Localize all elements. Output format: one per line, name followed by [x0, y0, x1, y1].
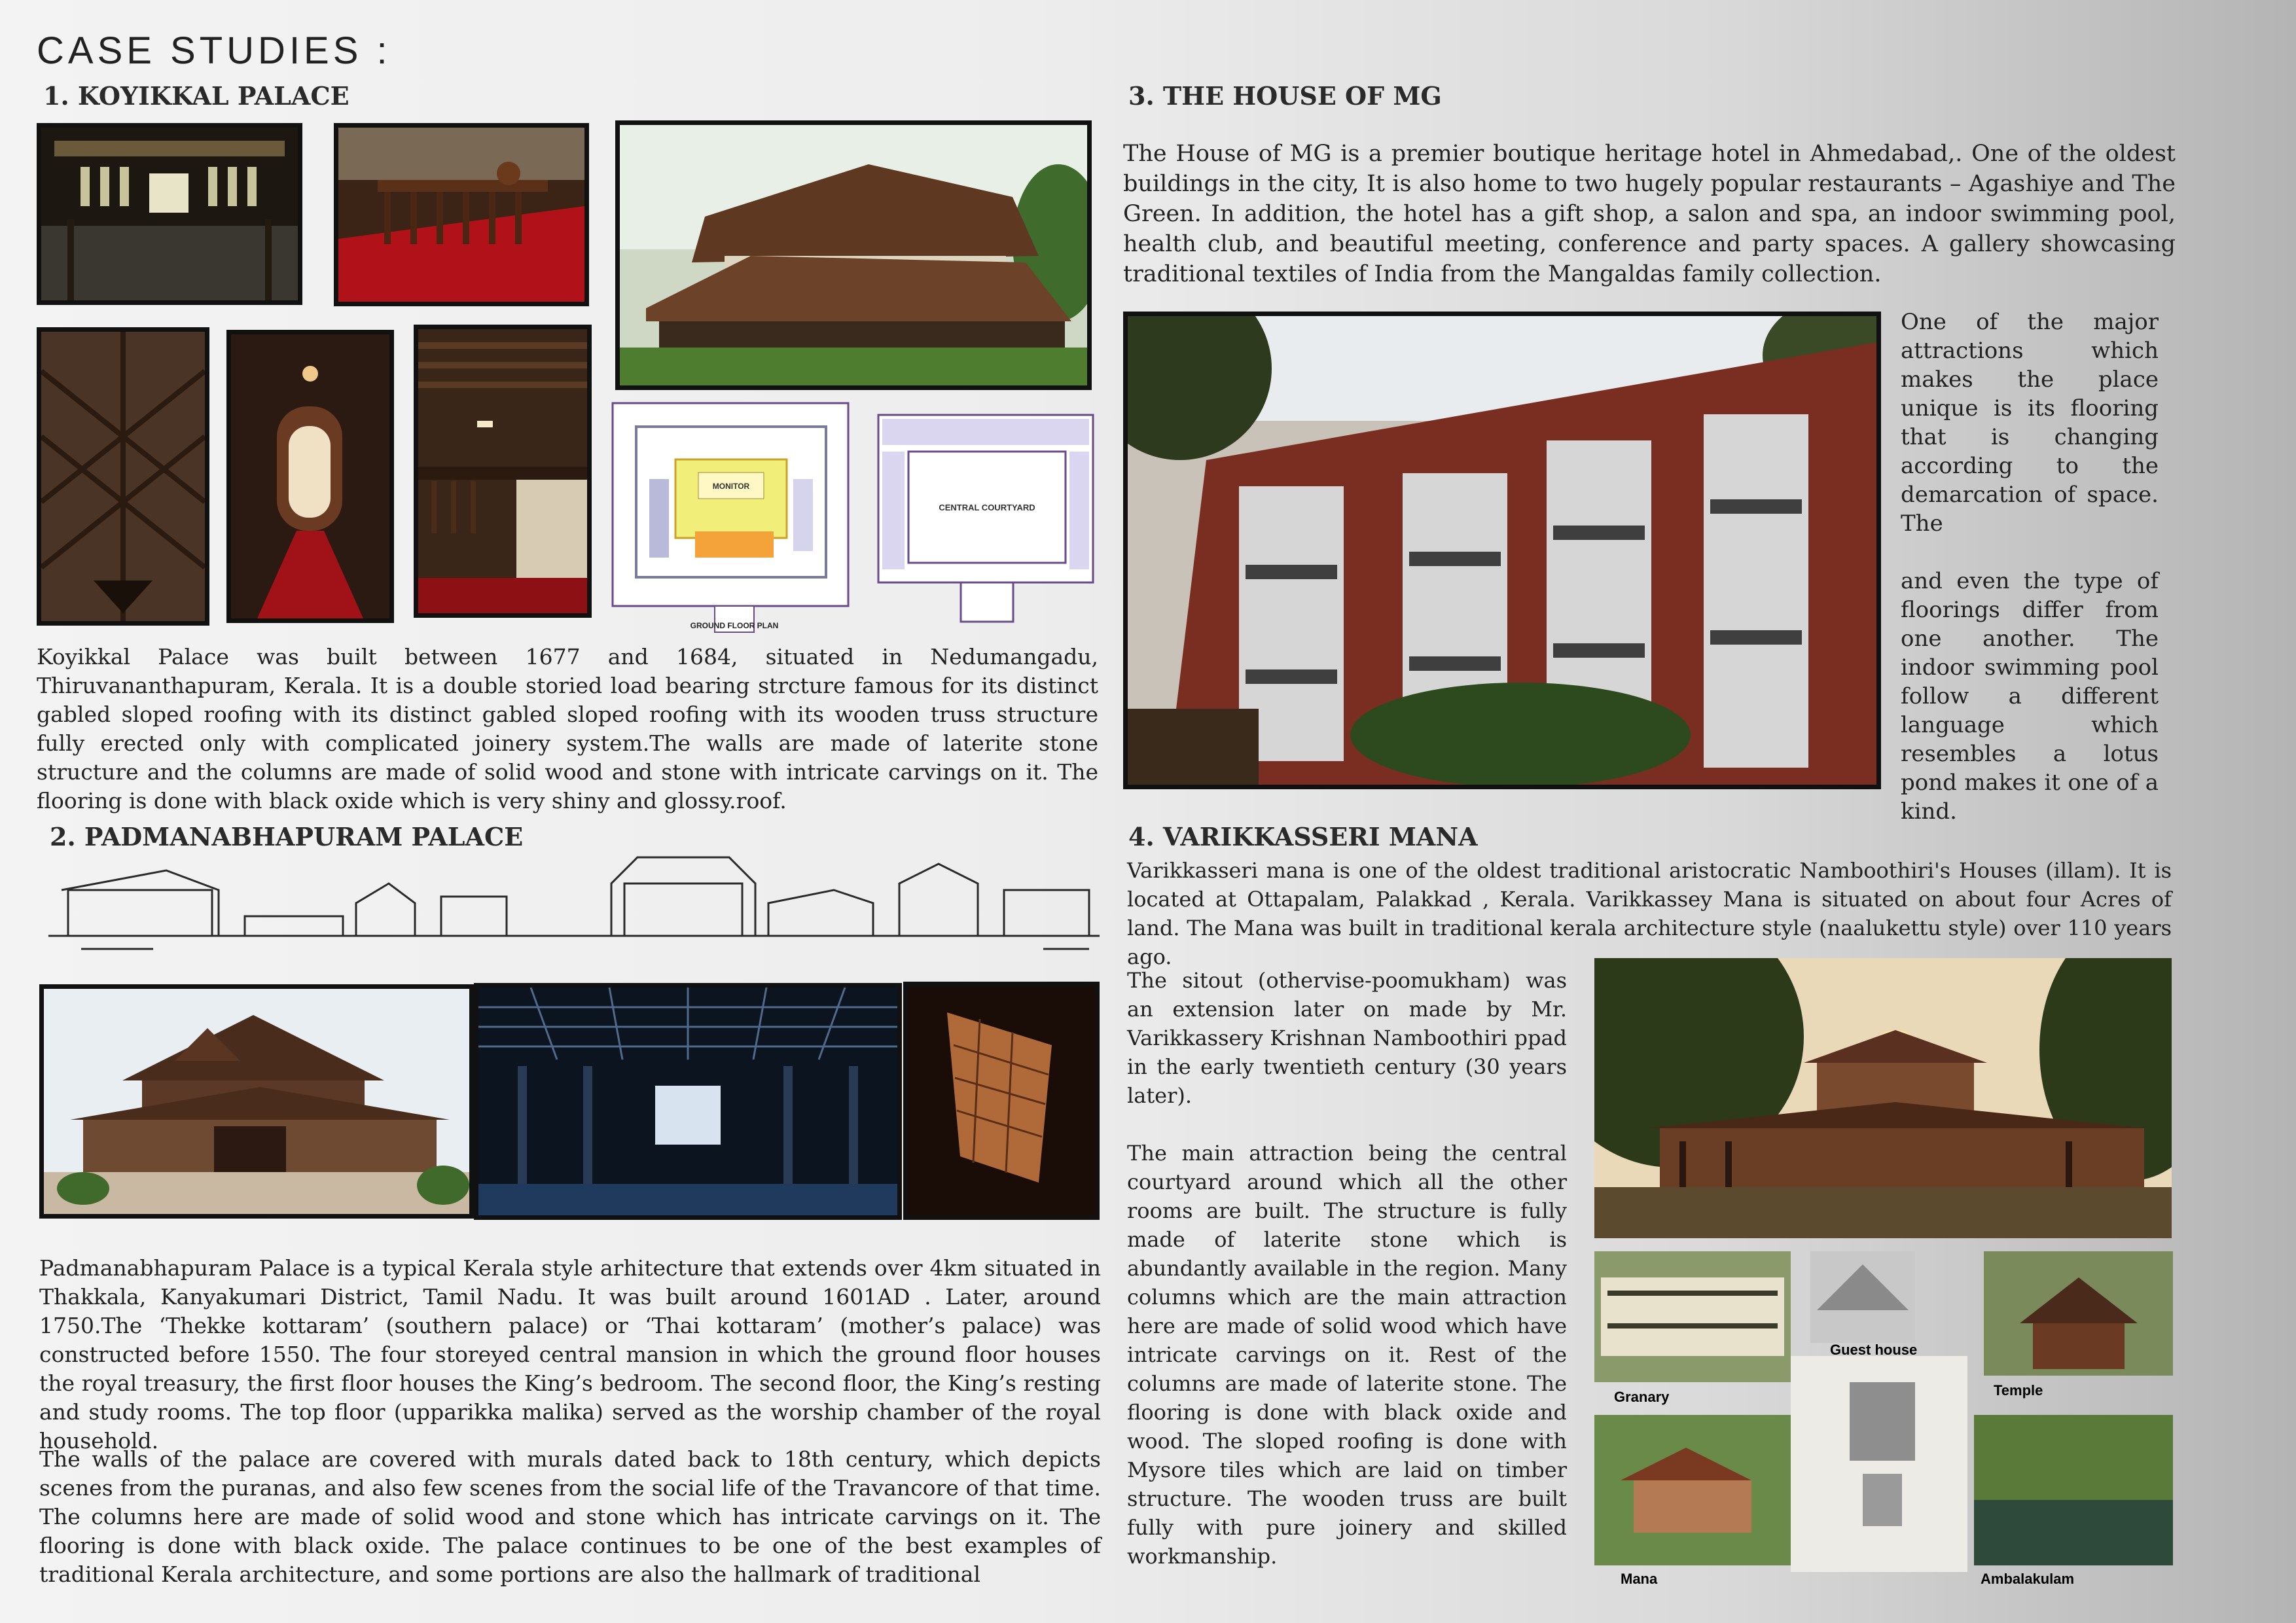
- padmanabhapuram-hall-photo: [474, 983, 902, 1220]
- section-heading-koyikkal: 1. KOYIKKAL PALACE: [43, 81, 350, 111]
- plan-room-label: MONITOR: [712, 482, 750, 491]
- section-heading-house-of-mg: 3. THE HOUSE OF MG: [1128, 81, 1442, 111]
- page-title: CASE STUDIES :: [37, 29, 391, 72]
- koyikkal-description: Koyikkal Palace was built between 1677 and 1684, situated in Nedumangadu, Thiruvananthapuram, Kerala. It is a double storied load bearing strcture famous for its distinct gabled sloped roofing with its distinct gabled sloped roofing with its wooden truss structure fully erected only with complicated joinery system.The walls are made of laterite stone structure and the columns are made of solid wood and stone with intricate carvings on it. The flooring is done with black oxide which is very shiny and glossy.roof.: [37, 644, 1098, 813]
- varikkasseri-intro: Varikkasseri mana is one of the oldest traditional aristocratic Namboothiri's Houses (illam). It is located at Ottapalam, Palakkad , Kerala. Varikkassey Mana is situated on about four Acres of land. The Mana was built in traditional kerala architecture style (naalukettu style) over 110 years ago.: [1127, 858, 2172, 969]
- varikkasseri-mana-photo: [1594, 958, 2172, 1238]
- plan-room-label: CENTRAL COURTYARD: [939, 503, 1035, 512]
- caption-granary: Granary: [1614, 1389, 1670, 1405]
- varikkasseri-courtyard-text: The main attraction being the central courtyard around which all the other rooms are built. The structure is fully made of laterite stone which is abundantly available in the region. Many columns which are the main attraction here are made of solid wood which have intricate carvings on it. Rest of the columns are made of laterite stone. The flooring is done with black oxide and wood. The sloped roofing is done with Mysore tiles which are laid on timber structure. The wooden truss are built fully with pure joinery and skilled workmanship.: [1127, 1141, 1567, 1569]
- plan-label: GROUND FLOOR PLAN: [690, 621, 779, 630]
- koyikkal-corridor-photo: [226, 330, 394, 623]
- house-of-mg-flooring-text: One of the major attractions which makes the place unique is its flooring that is changing according to the demarcation of space. The: [1901, 309, 2159, 537]
- house-of-mg-pool-text: and even the type of floorings differ from one another. The indoor swimming pool follow a different language which resembles a lotus pond makes it one of a kind.: [1901, 568, 2159, 825]
- house-of-mg-side-text: [1901, 308, 2159, 826]
- koyikkal-upper-floor-plan: [876, 412, 1098, 628]
- caption-ambalakulam: Ambalakulam: [1981, 1571, 2075, 1587]
- caption-guest-house: Guest house: [1830, 1342, 1918, 1358]
- caption-temple: Temple: [1994, 1382, 2043, 1399]
- padmanabhapuram-description-2: The walls of the palace are covered with murals dated back to 18th century, which depicts scenes from the puranas, and also few scenes from the social life of the Travancore of that time. The columns here are made of solid wood and stone which has intricate carvings on it. The flooring is done with black oxide. The palace continues to be one of the best examples of traditional Kerala architecture, and some portions are also the hallmark of traditional: [39, 1446, 1101, 1587]
- koyikkal-interior-photo: [37, 123, 302, 305]
- varikkasseri-body: [1127, 966, 1567, 1571]
- section-heading-varikkasseri: 4. VARIKKASSERI MANA: [1128, 822, 1478, 851]
- varikkasseri-sitout-text: The sitout (othervise-poomukham) was an extension later on made by Mr. Varikkassery Krishnan Namboothiri ppad in the early twentieth century (30 years later).: [1127, 968, 1567, 1108]
- padmanabhapuram-description-1: Padmanabhapuram Palace is a typical Kerala style arhitecture that extends over 4km situated in Thakkala, Kanyakumari District, Tamil Nadu. It was built around 1601AD . Later, around 1750.The ‘Thekke kottaram’ (southern palace) or ‘Thai kottaram’ (mother’s palace) was constructed before 1550. The four storeyed central mansion in which the ground floor houses the royal treasury, the first floor houses the King’s bedroom. The second floor, the King’s resting and study rooms. The top floor (upparikka malika) served as the worship chamber of the royal household.: [39, 1255, 1101, 1454]
- varikkasseri-site-collage: [1594, 1251, 2173, 1592]
- koyikkal-staircase-photo: [334, 123, 589, 306]
- koyikkal-exterior-photo: [615, 120, 1092, 390]
- padmanabhapuram-skylight-photo: [903, 982, 1100, 1220]
- section-heading-padmanabhapuram: 2. PADMANABHAPURAM PALACE: [50, 822, 524, 851]
- padmanabhapuram-exterior-photo: [39, 984, 474, 1219]
- padmanabhapuram-section-drawing: [48, 844, 1100, 972]
- caption-mana: Mana: [1621, 1571, 1658, 1587]
- koyikkal-roof-truss-photo: [37, 327, 209, 626]
- house-of-mg-intro: The House of MG is a premier boutique heritage hotel in Ahmedabad,. One of the oldest buildings in the city, It is also home to two hugely popular restaurants – Agashiye and The Green. In addition, the hotel has a gift shop, a salon and spa, an indoor swimming pool, health club, and beautiful meeting, conference and party spaces. A gallery showcasing traditional textiles of India from the Mangaldas family collection.: [1123, 141, 2176, 287]
- koyikkal-mezzanine-photo: [414, 325, 592, 618]
- house-of-mg-facade-photo: [1123, 312, 1881, 789]
- koyikkal-ground-floor-plan: [610, 401, 853, 636]
